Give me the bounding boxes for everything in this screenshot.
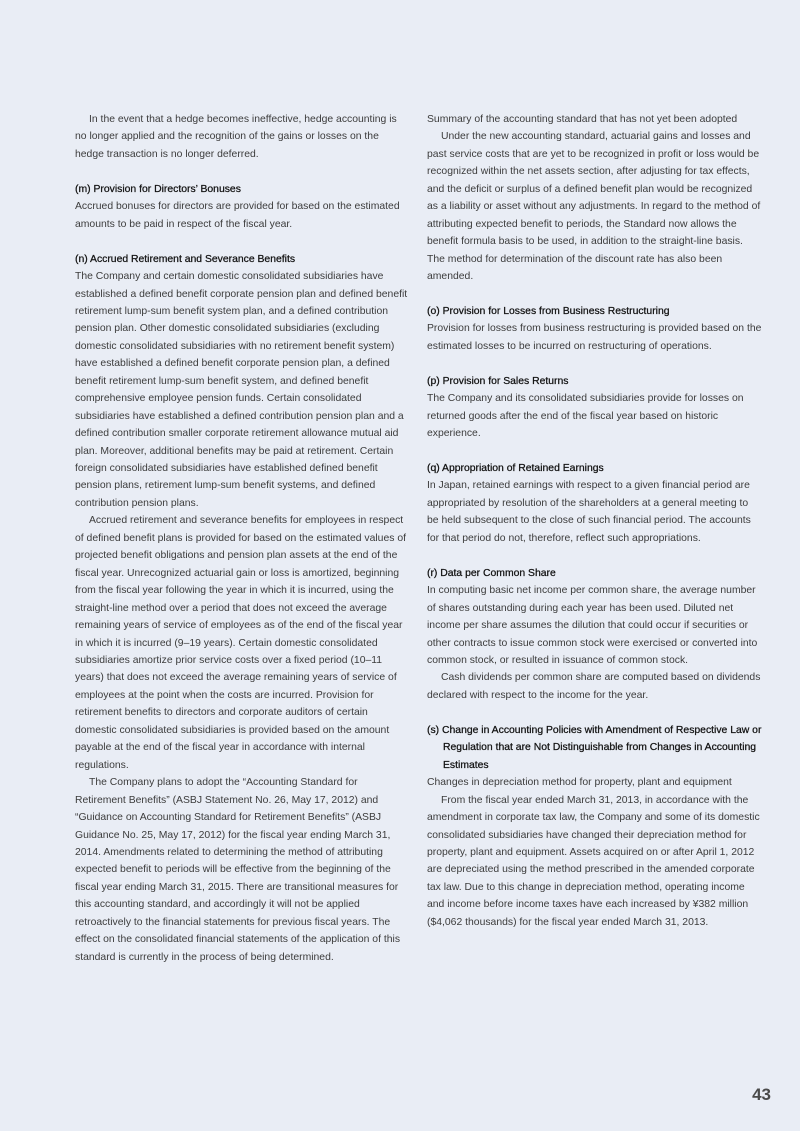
section-heading: (s) Change in Accounting Policies with Amendment of Respective Law or Regulation that are Not Distinguishable from Changes in Accounting Estimates [427,724,762,771]
right-column [427,111,762,949]
section-s-accounting-policy-change [427,722,762,931]
section-heading: (p) Provision for Sales Returns [427,375,569,387]
section-p-sales-returns [427,373,762,443]
paragraph: Provision for losses from business restructuring is provided based on the estimated losses to be incurred on restructuring of operations. [427,323,762,352]
left-column [75,111,410,984]
paragraph: Accrued retirement and severance benefits for employees in respect of defined benefit plans is provided for based on the estimated values of projected benefit obligations and pension plan assets at the end of the fiscal year. Unrecognized actuarial gain or loss is amortized, beginning from the fiscal year following the year in which it is incurred, using the straight-line method over a period that does not exceed the average remaining years of service of employees as of the end of the fiscal year in which it is incurred (9–19 years). Certain domestic consolidated subsidiaries amortize prior service costs over a fixed period (10–11 years) that does not exceed the average remaining years of service of employees at the point when the costs are incurred. Provision for retirement benefits to directors and corporate auditors of certain domestic consolidated subsidiaries is provided based on the amount payable at the end of the fiscal year in accordance with internal regulations. [75,515,406,771]
page-number: 43 [752,1085,771,1104]
section-m-directors-bonuses [75,181,410,233]
section-heading: (o) Provision for Losses from Business Restructuring [427,305,670,317]
paragraph: The Company and its consolidated subsidiaries provide for losses on returned goods after the end of the fiscal year based on historic experience. [427,393,744,440]
section-heading: (r) Data per Common Share [427,567,556,579]
subheading: Changes in depreciation method for property, plant and equipment [427,777,732,789]
section-r-data-per-share [427,565,762,705]
section-n-retirement-benefits [75,251,410,967]
paragraph: Cash dividends per common share are computed based on dividends declared with respect to the income for the year. [427,672,761,701]
paragraph: In computing basic net income per common share, the average number of shares outstanding during each year has been used. Diluted net income per share assumes the dilution that could occur if securities or other contracts to issue common stock were exercised or converted into common stock, or resulted in issuance of common stock. [427,585,758,666]
paragraph: The Company plans to adopt the “Accounting Standard for Retirement Benefits” (ASBJ Statement No. 26, May 17, 2012) and “Guidance on Accounting Standard for Retirement Benefits” (ASBJ Guidance No. 25, May 17, 2012) for the fiscal year ending March 31, 2014. Amendments related to determining the method of attributing expected benefit to periods will be effective from the beginning of the fiscal year ending March 31, 2015. There are transitional measures for this accounting standard, and accordingly it will not be applied retroactively to the financial statements for previous fiscal years. The effect on the consolidated financial statements of the application of this standard is currently in the process of being determined. [75,777,401,963]
paragraph: Under the new accounting standard, actuarial gains and losses and past service costs that are yet to be recognized in profit or loss would be recognized within the net assets section, after adjusting for tax effects, and the deficit or surplus of a defined benefit plan would be recognized as a liability or asset without any adjustments. In regard to the method of attributing expected benefit to periods, the Standard now allows the benefit formula basis to be used, in addition to the straight-line basis. The method for determination of the discount rate has also been amended. [427,131,761,283]
paragraph: In the event that a hedge becomes ineffective, hedge accounting is no longer applied and the recognition of the gains or losses on the hedge transaction is no longer deferred. [75,114,397,160]
section-heading: (m) Provision for Directors’ Bonuses [75,183,241,195]
section-heading: (n) Accrued Retirement and Severance Benefits [75,253,296,265]
paragraph: Accrued bonuses for directors are provided for based on the estimated amounts to be paid in respect of the fiscal year. [75,201,400,230]
subheading: Summary of the accounting standard that has not yet been adopted [427,114,738,125]
paragraph: In Japan, retained earnings with respect to a given financial period are appropriated by resolution of the shareholders at a general meeting to be held subsequent to the close of such financial period. The accounts for that period do not, therefore, reflect such appropriations. [427,480,751,544]
paragraph: The Company and certain domestic consolidated subsidiaries have established a defined benefit corporate pension plan and defined benefit retirement lump-sum benefit system plan, and a defined contribution pension plan. Other domestic consolidated subsidiaries (excluding domestic consolidated subsidiaries with no retirement benefit system) have established a defined benefit corporate pension plan, a defined benefit retirement lump-sum benefit system, and defined benefit comprehensive employee pension funds. Certain consolidated subsidiaries have established a defined contribution pension plan and a defined contribution smaller corporate retirement allowance mutual aid plan. Moreover, additional benefits may be paid at retirement. Certain foreign consolidated subsidiaries have established defined benefit pension plans, retirement lump-sum benefit systems, and defined contribution pension plans. [75,271,408,509]
section-q-retained-earnings [427,460,762,547]
summary-unadopted-standard [427,111,762,286]
hedge-ineffective-section [75,111,410,163]
section-o-business-restructuring [427,303,762,355]
section-heading: (q) Appropriation of Retained Earnings [427,463,604,475]
paragraph: From the fiscal year ended March 31, 2013, in accordance with the amendment in corporate tax law, the Company and some of its domestic consolidated subsidiaries have changed their depreciation method for property, plant and equipment. Assets acquired on or after April 1, 2012 are depreciated using the method prescribed in the amended corporate tax law. Due to this change in depreciation method, operating income and income before income taxes have each increased by ¥382 million ($4,062 thousands) for the fiscal year ended March 31, 2013. [427,794,760,928]
